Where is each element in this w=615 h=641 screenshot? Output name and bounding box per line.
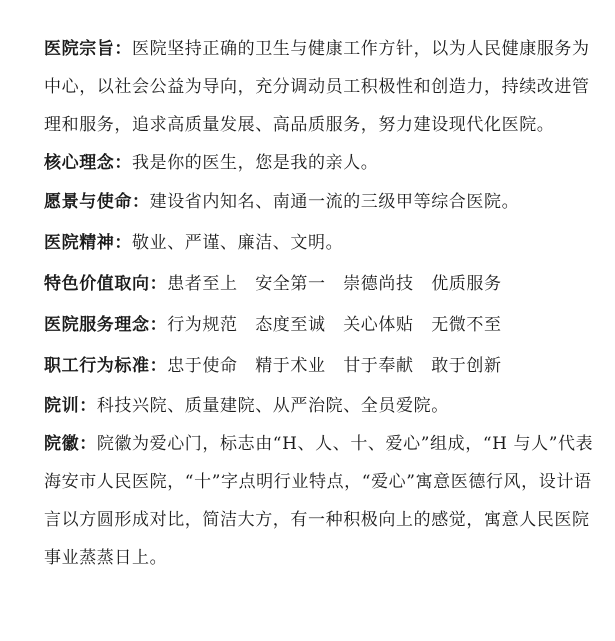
section-text: 行为规范 态度至诚 关心体贴 无微不至 <box>167 315 502 335</box>
section-label: 特色价值取向： <box>44 274 168 294</box>
section-label: 院训： <box>44 396 97 416</box>
section-staff-standard <box>44 346 597 387</box>
section-label: 院徽： <box>44 434 97 454</box>
section-label: 医院宗旨： <box>44 39 132 59</box>
section-vision <box>44 182 597 223</box>
section-text: 院徽为爱心门，标志由“H、人、十、爱心”组成，“H 与人”代表海安市人民医院，“十”字点明行业特点，“爱心”寓意医德行风，设计语言以方圆形成对比，简洁大方，有一种积极向上的感觉，寓意人民医院事业蒸蒸日上。 <box>44 434 594 568</box>
section-text: 我是你的医生，您是我的亲人。 <box>132 153 379 173</box>
section-values <box>44 264 597 305</box>
section-emblem <box>44 425 597 577</box>
section-text: 患者至上 安全第一 崇德尚技 优质服务 <box>167 274 502 294</box>
section-core-concept <box>44 144 597 182</box>
section-label: 愿景与使命： <box>44 192 150 212</box>
section-spirit <box>44 223 597 264</box>
section-service-concept <box>44 305 597 346</box>
section-text: 医院坚持正确的卫生与健康工作方针，以为人民健康服务为中心，以社会公益为导向，充分调动员工积极性和创造力，持续改进管理和服务，追求高质量发展、高品质服务，努力建设现代化医院。 <box>44 39 590 135</box>
section-motto <box>44 387 597 425</box>
section-text: 科技兴院、质量建院、从严治院、全员爱院。 <box>96 396 449 416</box>
section-mission <box>44 30 597 144</box>
section-label: 医院精神： <box>44 233 132 253</box>
section-text: 忠于使命 精于术业 甘于奉献 敢于创新 <box>167 356 502 376</box>
section-label: 核心理念： <box>44 153 132 173</box>
section-text: 建设省内知名、南通一流的三级甲等综合医院。 <box>149 192 520 212</box>
section-label: 医院服务理念： <box>44 315 168 335</box>
section-text: 敬业、严谨、廉洁、文明。 <box>132 233 344 253</box>
section-label: 职工行为标准： <box>44 356 168 376</box>
